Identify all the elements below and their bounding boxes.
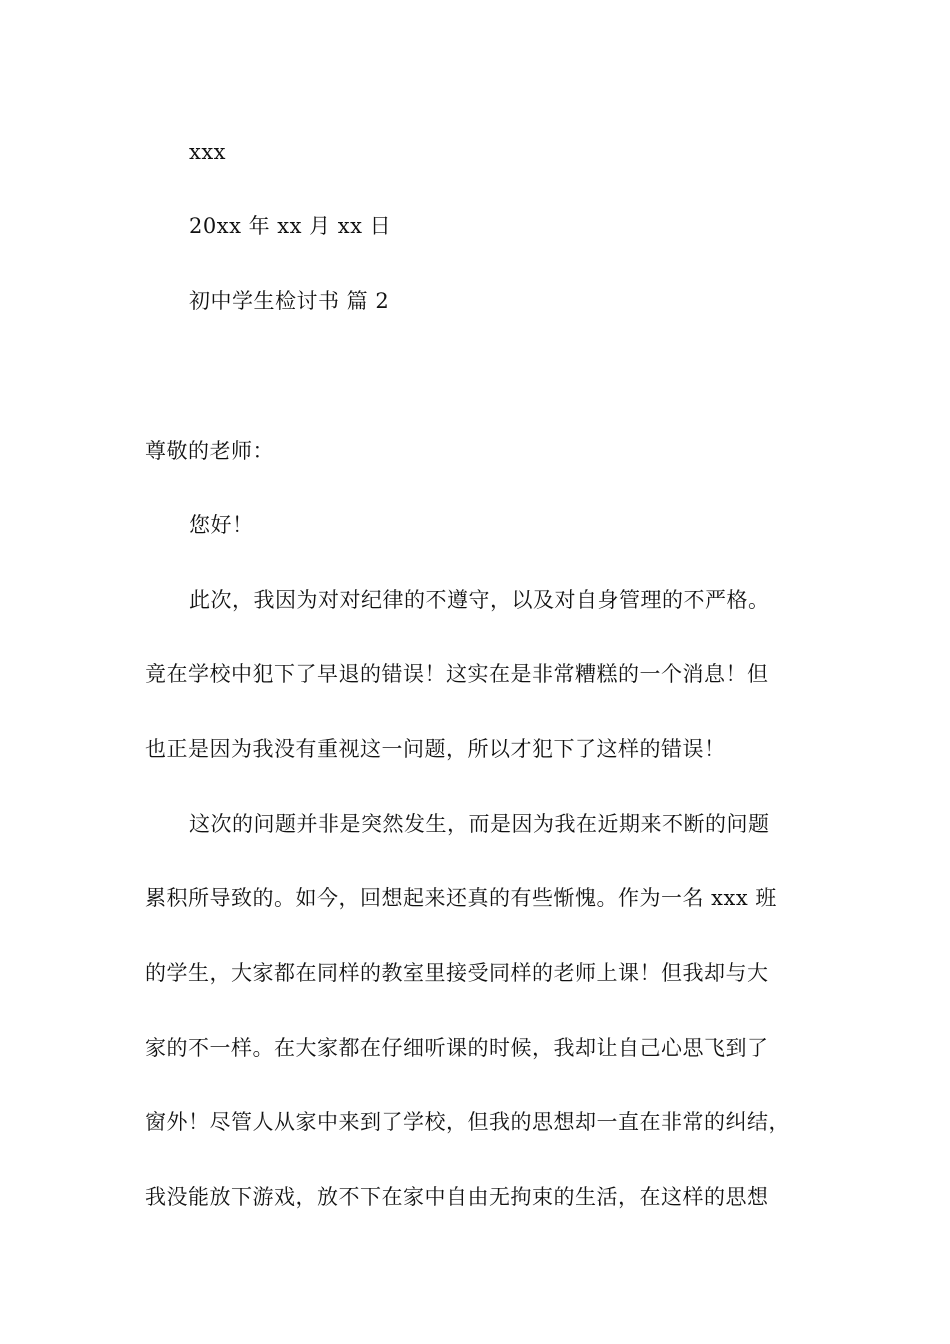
body-line: 窗外！尽管人从家中来到了学校，但我的思想却一直在非常的纠结， [145,1110,790,1134]
body-line: 累积所导致的。如今，回想起来还真的有些惭愧。作为一名 xxx 班 [145,886,777,910]
body-line: 也正是因为我没有重视这一问题，所以才犯下了这样的错误！ [145,737,726,761]
greeting: 您好！ [189,513,254,537]
signature-date: 20xx 年 xx 月 xx 日 [189,214,392,238]
body-line: 家的不一样。在大家都在仔细听课的时候，我却让自己心思飞到了 [145,1036,769,1060]
body-line: 的学生，大家都在同样的教室里接受同样的老师上课！但我却与大 [145,961,769,985]
signature-name: xxx [189,140,227,164]
section-title: 初中学生检讨书 篇 2 [189,289,390,313]
body-line: 我没能放下游戏，放不下在家中自由无拘束的生活，在这样的思想 [145,1185,769,1209]
body-line: 此次，我因为对对纪律的不遵守，以及对自身管理的不严格。 [189,588,770,612]
body-line: 这次的问题并非是突然发生，而是因为我在近期来不断的问题 [189,812,770,836]
body-line: 竟在学校中犯下了早退的错误！这实在是非常糟糕的一个消息！但 [145,662,769,686]
salutation: 尊敬的老师： [145,439,274,463]
